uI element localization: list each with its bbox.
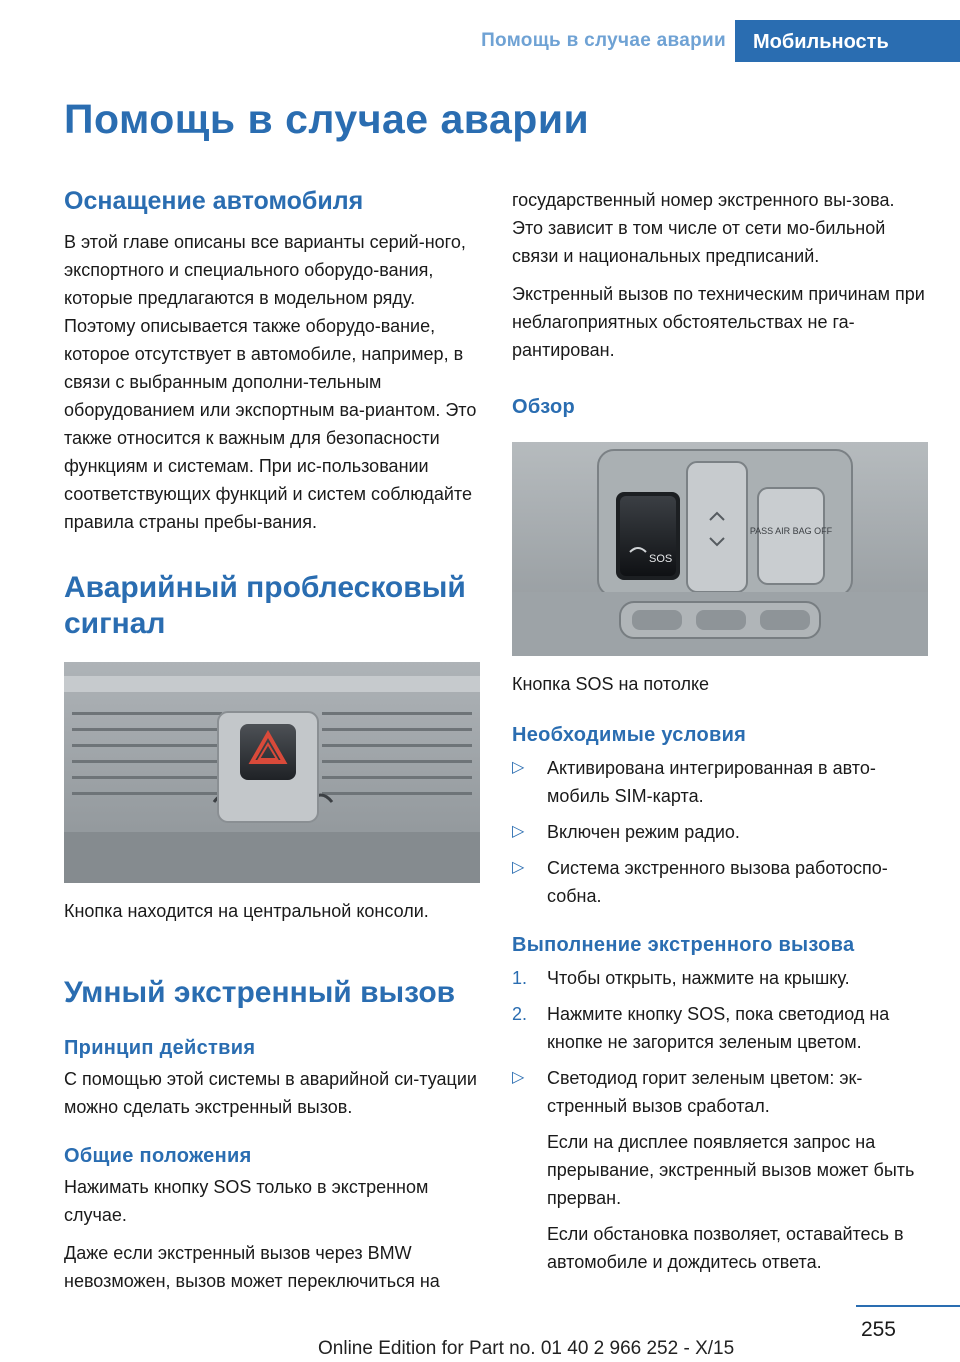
passenger-airbag-label: PASS AIR BAG OFF — [749, 526, 833, 536]
list-item — [512, 754, 928, 810]
general-text-2: Даже если экстренный вызов через BMW невозможен, вызов может переключиться на — [64, 1243, 440, 1291]
page-header — [0, 0, 960, 62]
result-extra-2: Если обстановка позволяет, оставайтесь в автомобиле и дождитесь ответа. — [547, 1224, 904, 1272]
sos-button-photo — [512, 442, 928, 656]
hazard-caption: Кнопка находится на центральной консоли. — [64, 901, 429, 921]
continued-text-2: Экстренный вызов по техническим причинам при неблагоприятных обстоятельствах не га-рантирован. — [512, 284, 925, 360]
list-item — [512, 854, 928, 910]
equipment-text: В этой главе описаны все варианты серий-ного, экспортного и специального оборудо-вания, которые предлагаются в модельном ряду. Поэтому описывается также оборудо-вание, которое отсутствует в автомобиле, например, в связи с выбранным дополни-тельным оборудованием или экспортным ва-риантом. Это также относится к важным для безопасности функциям и системам. При ис-пользовании соответствующих функций и систем соблюдайте правила страны пребы-вания. — [64, 232, 477, 532]
overview-heading: Обзор — [512, 396, 576, 418]
step-number: 2. — [512, 1004, 528, 1024]
edition-note: Online Edition for Part no. 01 40 2 966 252 - X/15 — [318, 1338, 735, 1359]
page-number: 255 — [860, 1318, 896, 1341]
sos-label: SOS — [649, 553, 673, 565]
bullet-marker: ▷ — [512, 823, 525, 840]
step-number: 1. — [512, 968, 528, 988]
conditions-heading: Необходимые условия — [512, 724, 747, 746]
list-item-text: Система экстренного вызова работоспо-собна. — [547, 858, 888, 906]
steps-list — [512, 964, 928, 1276]
list-item-text: Активирована интегрированная в авто-мобиль SIM-карта. — [547, 758, 876, 806]
right-column — [512, 186, 928, 1276]
list-item-text: Светодиод горит зеленым цветом: эк-стренный вызов сработал. — [547, 1068, 863, 1116]
principle-text: С помощью этой системы в аварийной си-туации можно сделать экстренный вызов. — [64, 1069, 477, 1117]
hazard-button-photo — [64, 662, 480, 883]
list-item — [512, 1000, 928, 1056]
equipment-heading: Оснащение автомобиля — [64, 187, 364, 215]
result-extra-1: Если на дисплее появляется запрос на прерывание, экстренный вызов может быть прерван. — [547, 1132, 915, 1208]
continued-text-1: государственный номер экстренного вы-зова. Это зависит в том числе от сети мо-бильной связи и национальных предписаний. — [512, 190, 895, 266]
principle-heading: Принцип действия — [64, 1037, 256, 1059]
list-item — [512, 1064, 928, 1276]
execution-heading: Выполнение экстренного вызова — [512, 934, 855, 956]
chapter-title: Помощь в случае аварии — [481, 30, 726, 51]
conditions-list — [512, 754, 928, 910]
footer-rule — [856, 1305, 960, 1307]
list-item-text: Нажмите кнопку SOS, пока светодиод на кнопке не загорится зеленым цветом. — [547, 1004, 890, 1052]
sos-console-illustration — [512, 442, 928, 656]
general-text-1: Нажимать кнопку SOS только в экстренном случае. — [64, 1177, 429, 1225]
sos-caption: Кнопка SOS на потолке — [512, 674, 710, 694]
list-item — [512, 818, 928, 846]
bullet-marker: ▷ — [512, 759, 525, 776]
hazard-heading: Аварийный проблесковый сигнал — [64, 571, 466, 640]
list-item-text: Включен режим радио. — [547, 822, 740, 842]
page-title: Помощь в случае аварии — [64, 96, 590, 142]
list-item — [512, 964, 928, 992]
left-column — [64, 186, 480, 1295]
bullet-marker: ▷ — [512, 1069, 525, 1086]
bullet-marker: ▷ — [512, 859, 525, 876]
hazard-console-illustration — [64, 662, 480, 883]
general-heading: Общие положения — [64, 1145, 252, 1167]
section-tab: Мобильность — [735, 20, 960, 62]
smart-call-heading: Умный экстренный вызов — [64, 976, 456, 1009]
list-item-text: Чтобы открыть, нажмите на крышку. — [547, 968, 850, 988]
page-footer — [0, 1300, 960, 1362]
